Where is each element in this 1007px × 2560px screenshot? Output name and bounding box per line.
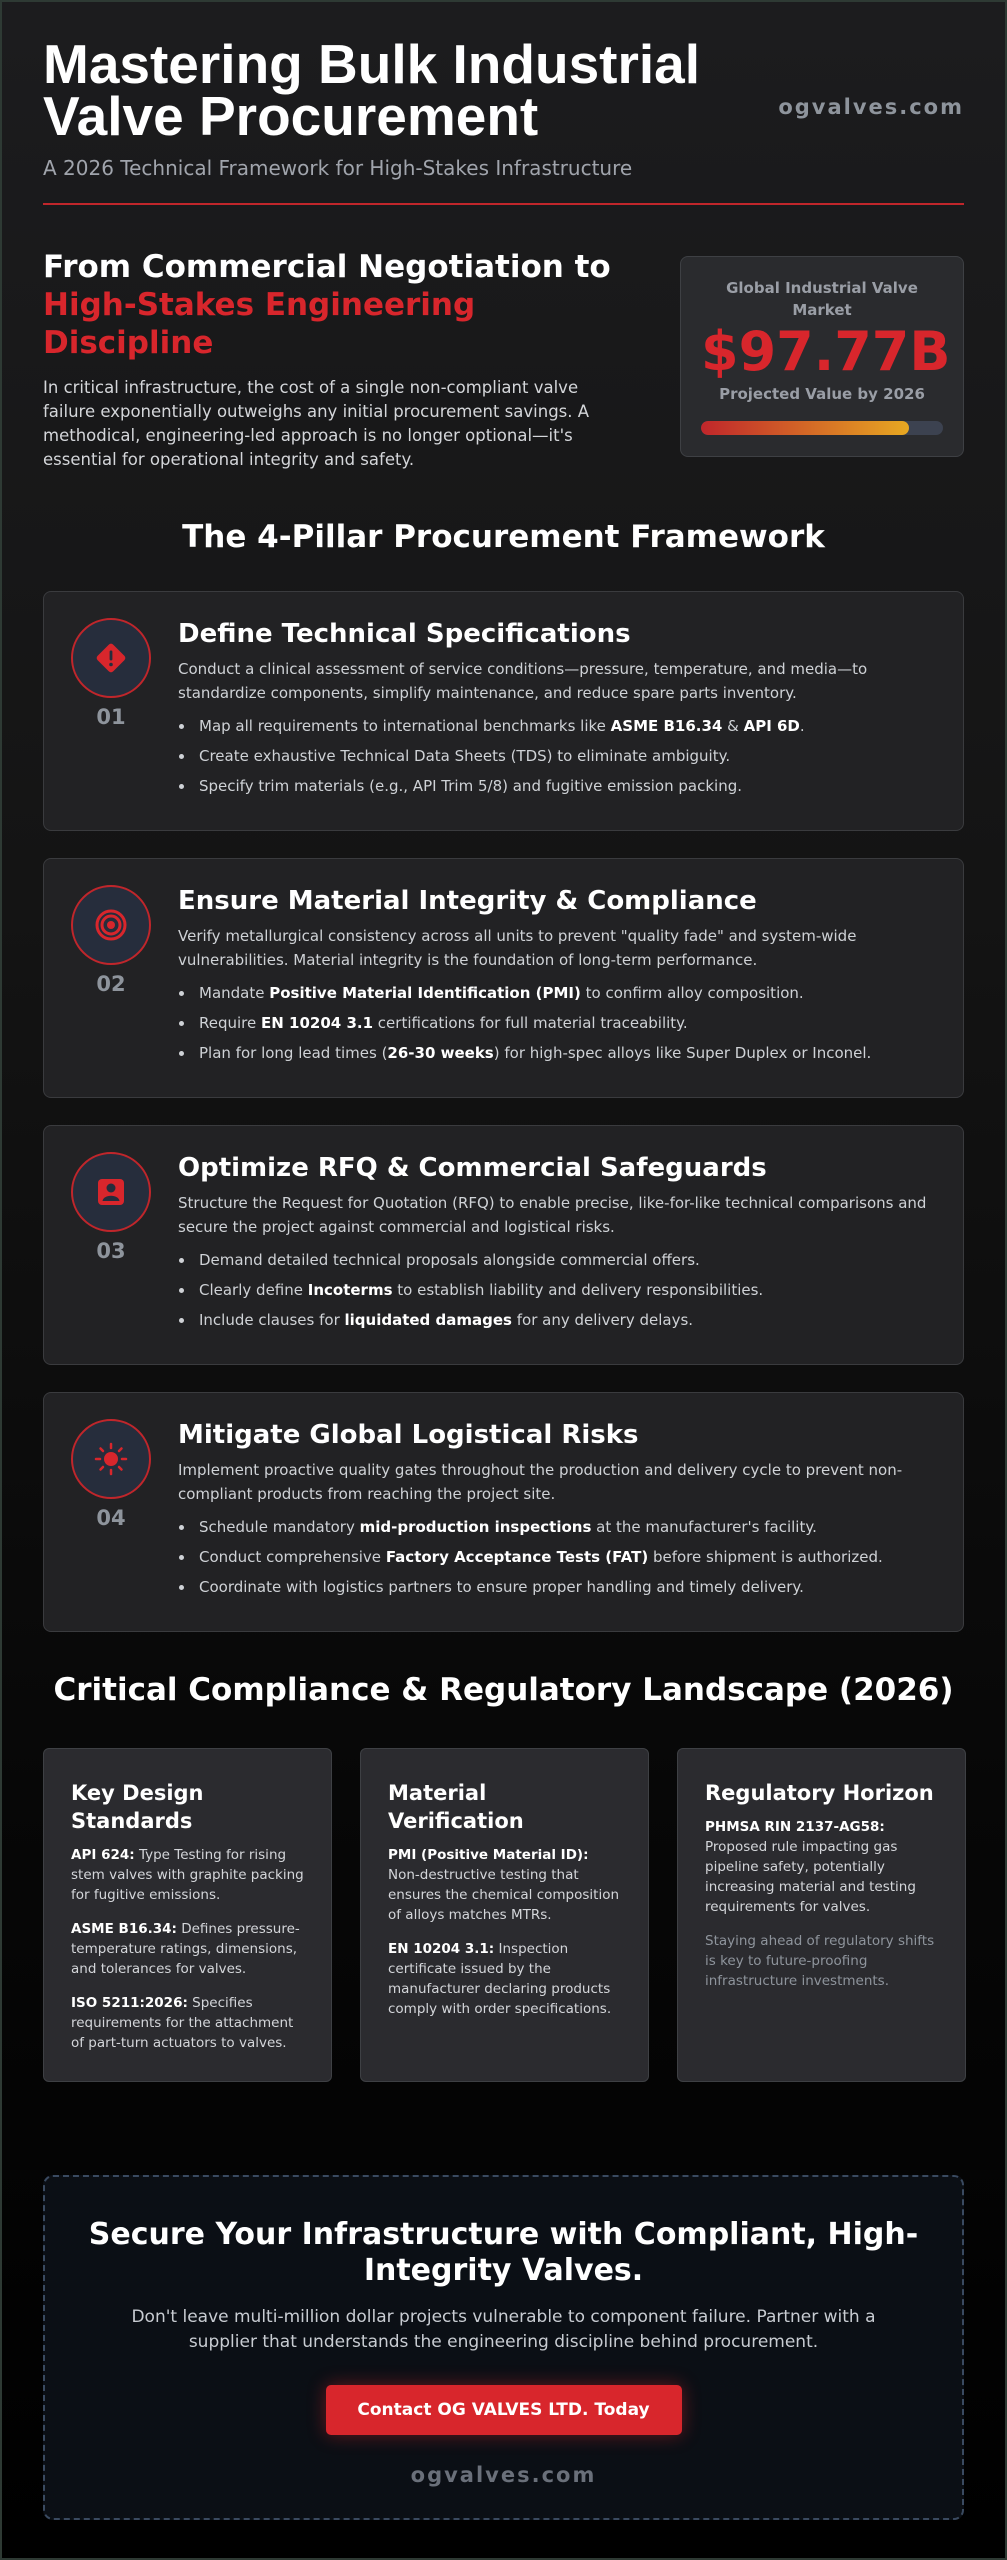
- stat-sublabel: Projected Value by 2026: [719, 385, 925, 403]
- pillar-number: 04: [96, 1506, 126, 1530]
- pillar-number: 01: [96, 705, 126, 729]
- compliance-card-body: [388, 1845, 621, 2019]
- bullet-text: .: [799, 717, 805, 735]
- stat-value: $97.77B: [701, 320, 951, 383]
- intro-heading-highlight: High-Stakes Engineering Discipline: [43, 287, 476, 361]
- bullet-text: to confirm alloy composition.: [580, 984, 804, 1002]
- pillar-bullet: [178, 1279, 937, 1301]
- compliance-card-body: [71, 1845, 304, 2053]
- cta-title: Secure Your Infrastructure with Compliant, High-Integrity Valves.: [88, 2217, 919, 2288]
- pillar-bullet: [178, 715, 937, 737]
- bullet-text: Create exhaustive Technical Data Sheets (TDS) to eliminate ambiguity.: [199, 747, 731, 765]
- compliance-item-key: PHMSA RIN 2137-AG58:: [705, 1819, 885, 1835]
- bullet-text: ) for high-spec alloys like Super Duplex or Inconel.: [493, 1044, 872, 1062]
- intro-heading-plain: From Commercial Negotiation to: [43, 249, 611, 285]
- target-icon: [71, 885, 151, 965]
- bullet-text: Specify trim materials (e.g., API Trim 5/8) and fugitive emission packing.: [199, 777, 742, 795]
- pillar-bullets: [178, 1249, 937, 1331]
- pillar-description: Conduct a clinical assessment of service conditions—pressure, temperature, and media—to standardize components, simplify maintenance, and reduce spare parts inventory.: [178, 660, 868, 702]
- pillar-title: Define Technical Specifications: [178, 619, 631, 649]
- cta-body: Don't leave multi-million dollar projects vulnerable to component failure. Partner with a supplier that understands the engineering discipline behind procurement.: [131, 2307, 876, 2352]
- contact-button[interactable]: Contact OG VALVES LTD. Today: [326, 2385, 682, 2435]
- pillar-bullet: [178, 1249, 937, 1271]
- compliance-item-text: Inspection certificate issued by the manufacturer declaring products comply with order specifications.: [388, 1941, 612, 2017]
- bullet-emphasis: 26-30 weeks: [387, 1044, 494, 1062]
- pillar-title: Optimize RFQ & Commercial Safeguards: [178, 1153, 767, 1183]
- compliance-item-key: ASME B16.34:: [71, 1921, 177, 1937]
- pillar-title: Mitigate Global Logistical Risks: [178, 1420, 639, 1450]
- compliance-item: [71, 1993, 304, 2053]
- compliance-item: [388, 1939, 621, 2019]
- compliance-card-title: Key Design Standards: [71, 1781, 204, 1833]
- pillar-content: [178, 1150, 937, 1339]
- bullet-text: for any delivery delays.: [511, 1311, 694, 1329]
- compliance-card-title: Regulatory Horizon: [705, 1781, 934, 1805]
- user-badge-icon: [71, 1152, 151, 1232]
- pillar-content: [178, 883, 937, 1072]
- pillar-card: [43, 591, 964, 831]
- compliance-item-key: API 624:: [71, 1847, 135, 1863]
- bullet-text: Plan for long lead times (: [199, 1044, 388, 1062]
- bullet-text: at the manufacturer's facility.: [591, 1518, 817, 1536]
- brand-link-bottom[interactable]: ogvalves.com: [410, 2463, 597, 2487]
- cta-section: [43, 2175, 964, 2520]
- pillar-title: Ensure Material Integrity & Compliance: [178, 886, 757, 916]
- bullet-text: Map all requirements to international benchmarks like: [199, 717, 611, 735]
- pillar-bullet: [178, 1546, 937, 1568]
- compliance-item: [71, 1919, 304, 1979]
- pillar-content: [178, 616, 937, 805]
- compliance-card-body: [705, 1817, 938, 1991]
- compliance-item-text: Defines pressure-temperature ratings, dimensions, and tolerances for valves.: [71, 1921, 300, 1977]
- bullet-text: Include clauses for: [199, 1311, 345, 1329]
- page-header: [43, 2, 964, 206]
- pillar-bullet: [178, 1576, 937, 1598]
- pillar-bullet: [178, 1012, 937, 1034]
- compliance-title: Critical Compliance & Regulatory Landscape (2026): [53, 1672, 954, 1708]
- bullet-emphasis: Positive Material Identification (PMI): [269, 984, 581, 1002]
- pillar-bullet: [178, 775, 937, 797]
- compliance-item: [71, 1845, 304, 1905]
- bullet-text: Conduct comprehensive: [199, 1548, 386, 1566]
- pillar-bullet: [178, 745, 937, 767]
- brand-link-top[interactable]: ogvalves.com: [778, 95, 964, 119]
- bullet-emphasis: EN 10204 3.1: [261, 1014, 374, 1032]
- pillar-bullet: [178, 982, 937, 1004]
- compliance-item-text: Type Testing for rising stem valves with graphite packing for fugitive emissions.: [71, 1847, 304, 1903]
- market-stat-card: [680, 256, 964, 457]
- bullet-text: Coordinate with logistics partners to ensure proper handling and timely delivery.: [199, 1578, 804, 1596]
- pillar-bullet: [178, 1309, 937, 1331]
- bullet-text: Schedule mandatory: [199, 1518, 360, 1536]
- pillar-bullets: [178, 982, 937, 1064]
- compliance-card: [677, 1748, 966, 2082]
- compliance-note: Staying ahead of regulatory shifts is key to future-proofing infrastructure investments.: [705, 1933, 935, 1989]
- diamond-warning-icon: [71, 618, 151, 698]
- pillar-number: 03: [96, 1239, 126, 1263]
- compliance-item-key: PMI (Positive Material ID):: [388, 1847, 589, 1863]
- bullet-text: &: [722, 717, 744, 735]
- pillar-description: Verify metallurgical consistency across all units to prevent "quality fade" and system-wide vulnerabilities. Material integrity is the foundation of long-term performance.: [178, 927, 857, 969]
- bullet-emphasis: liquidated damages: [344, 1311, 512, 1329]
- pillar-card: [43, 1125, 964, 1365]
- intro-heading: [43, 248, 623, 362]
- bullet-emphasis: Incoterms: [307, 1281, 393, 1299]
- pillar-bullet: [178, 1042, 937, 1064]
- compliance-item-key: ISO 5211:2026:: [71, 1995, 188, 2011]
- intro-text: [43, 248, 623, 472]
- header-divider: [43, 203, 964, 205]
- bullet-text: to establish liability and delivery responsibilities.: [392, 1281, 764, 1299]
- compliance-card: [360, 1748, 649, 2082]
- bullet-emphasis: ASME B16.34: [610, 717, 723, 735]
- pillar-content: [178, 1417, 937, 1606]
- framework-title: The 4-Pillar Procurement Framework: [182, 519, 825, 555]
- pillar-card: [43, 1392, 964, 1632]
- bullet-emphasis: Factory Acceptance Tests (FAT): [385, 1548, 649, 1566]
- compliance-card-title: Material Verification: [388, 1781, 524, 1833]
- bullet-emphasis: mid-production inspections: [359, 1518, 592, 1536]
- bullet-emphasis: API 6D: [743, 717, 800, 735]
- compliance-item-text: Specifies requirements for the attachment of part-turn actuators to valves.: [71, 1995, 294, 2051]
- stat-progress-track: [701, 421, 943, 435]
- compliance-grid: [43, 1748, 964, 2082]
- compliance-item-text: Non-destructive testing that ensures the chemical composition of alloys matches MTRs.: [388, 1867, 620, 1923]
- page-subtitle: A 2026 Technical Framework for High-Stakes Infrastructure: [43, 156, 633, 180]
- intro-section: [43, 206, 964, 511]
- compliance-item: [388, 1845, 621, 1925]
- compliance-item-text: Proposed rule impacting gas pipeline safety, potentially increasing material and testing requirements for valves.: [705, 1839, 916, 1915]
- pillar-bullet: [178, 1516, 937, 1538]
- pillar-number: 02: [96, 972, 126, 996]
- stat-progress-fill: [701, 421, 909, 435]
- virus-icon: [71, 1419, 151, 1499]
- bullet-text: before shipment is authorized.: [648, 1548, 883, 1566]
- pillar-bullets: [178, 1516, 937, 1598]
- bullet-text: Require: [199, 1014, 262, 1032]
- bullet-text: certifications for full material traceability.: [373, 1014, 688, 1032]
- compliance-card: [43, 1748, 332, 2082]
- compliance-item-key: EN 10204 3.1:: [388, 1941, 495, 1957]
- pillar-description: Structure the Request for Quotation (RFQ) to enable precise, like-for-like technical comparisons and secure the project against commercial and logistical risks.: [178, 1194, 927, 1236]
- compliance-item: [705, 1817, 938, 1917]
- pillar-card: [43, 858, 964, 1098]
- page-title: Mastering Bulk Industrial Valve Procurement: [43, 33, 701, 147]
- stat-label: Global Industrial Valve Market: [726, 279, 918, 319]
- pillar-bullets: [178, 715, 937, 797]
- intro-body: In critical infrastructure, the cost of a single non-compliant valve failure exponentially outweighs any initial procurement savings. A methodical, engineering-led approach is no longer optional—it's essential for operational integrity and safety.: [43, 378, 590, 469]
- pillar-description: Implement proactive quality gates throughout the production and delivery cycle to prevent non-compliant products from reaching the project site.: [178, 1461, 903, 1503]
- bullet-text: Mandate: [199, 984, 270, 1002]
- bullet-text: Clearly define: [199, 1281, 308, 1299]
- pillar-list: [43, 591, 964, 1632]
- bullet-text: Demand detailed technical proposals alongside commercial offers.: [199, 1251, 700, 1269]
